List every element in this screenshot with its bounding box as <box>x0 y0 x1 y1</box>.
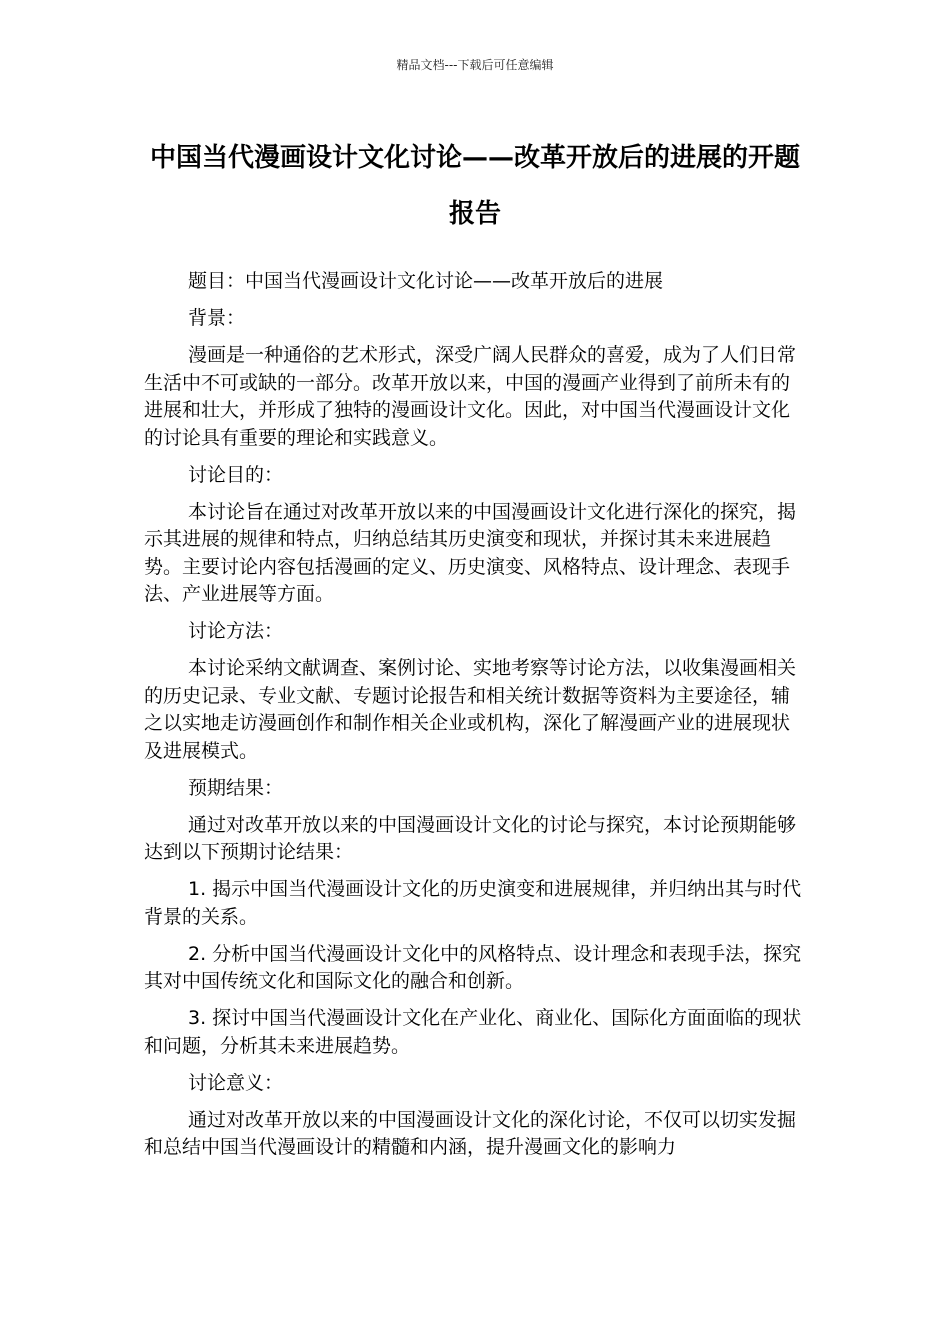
section-heading-purpose: 讨论目的： <box>188 463 284 486</box>
section-heading-background: 背景： <box>188 307 246 329</box>
section-heading-significance: 讨论意义： <box>188 1071 284 1094</box>
topic-line: 题目：中国当代漫画设计文化讨论——改革开放后的进展 <box>188 270 664 292</box>
significance-paragraph: 通过对改革开放以来的中国漫画设计文化的深化讨论，不仅可以切实发掘和总结中国当代漫画设计的精髓和内涵，提升漫画文化的影响力 <box>144 1108 797 1158</box>
document-title: 中国当代漫画设计文化讨论——改革开放后的进展的开题报告 <box>149 143 800 229</box>
purpose-paragraph: 本讨论旨在通过对改革开放以来的中国漫画设计文化进行深化的探究，揭示其进展的规律和特点，归纳总结其历史演变和现状，并探讨其未来进展趋势。主要讨论内容包括漫画的定义、历史演变、风格特点、设计理念、表现手法、产业进展等方面。 <box>144 500 797 605</box>
expected-result-item-2: 2. 分析中国当代漫画设计文化中的风格特点、设计理念和表现手法，探究其对中国传统文化和国际文化的融合和创新。 <box>144 942 802 992</box>
section-heading-expected-results: 预期结果： <box>188 776 284 799</box>
background-paragraph: 漫画是一种通俗的艺术形式，深受广阔人民群众的喜爱，成为了人们日常生活中不可或缺的一部分。改革开放以来，中国的漫画产业得到了前所未有的进展和壮大，并形成了独特的漫画设计文化。因此，对中国当代漫画设计文化的讨论具有重要的理论和实践意义。 <box>144 344 797 449</box>
expected-results-intro: 通过对改革开放以来的中国漫画设计文化的讨论与探究，本讨论预期能够达到以下预期讨论结果： <box>144 813 797 863</box>
expected-result-item-3: 3. 探讨中国当代漫画设计文化在产业化、商业化、国际化方面面临的现状和问题，分析其未来进展趋势。 <box>144 1007 802 1057</box>
method-paragraph: 本讨论采纳文献调查、案例讨论、实地考察等讨论方法，以收集漫画相关的历史记录、专业文献、专题讨论报告和相关统计数据等资料为主要途径，辅之以实地走访漫画创作和制作相关企业或机构，深化了解漫画产业的进展现状及进展模式。 <box>144 657 797 762</box>
expected-result-item-1: 1. 揭示中国当代漫画设计文化的历史演变和进展规律，并归纳出其与时代背景的关系。 <box>144 878 802 928</box>
section-heading-method: 讨论方法： <box>188 620 284 642</box>
page-header: 精品文档---下载后可任意编辑 <box>396 58 554 72</box>
document-body <box>144 268 804 1171</box>
